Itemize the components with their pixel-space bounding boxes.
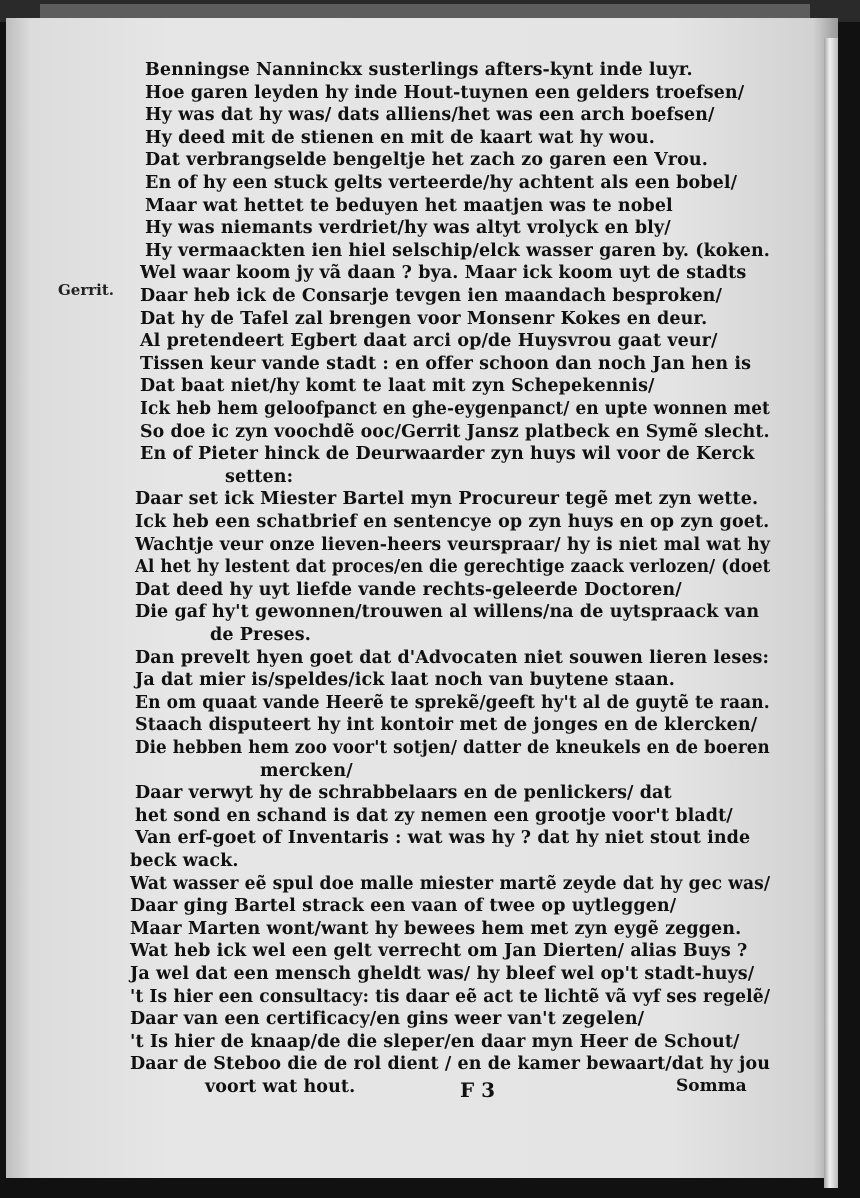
binding-tape — [40, 4, 810, 18]
text-line: Al het hy lestent dat proces/en die gerechtige zaack verlozen/ (doet — [135, 557, 771, 578]
text-line: So doe ic zyn voochdẽ ooc/Gerrit Jansz platbeck en Symẽ slecht. — [140, 421, 770, 442]
text-line: Ick heb hem geloofpanct en ghe-eygenpanct/ en upte wonnen met — [140, 399, 770, 419]
text-line: Ja wel dat een mensch gheldt was/ hy bleef wel op't stadt-huys/ — [130, 964, 755, 984]
text-line: Dat hy de Tafel zal brengen voor Monsenr Kokes en deur. — [140, 308, 708, 329]
text-line: de Preses. — [210, 625, 311, 645]
text-line: Maar wat hettet te beduyen het maatjen was te nobel — [145, 195, 673, 216]
text-line: En om quaat vande Heerẽ te sprekẽ/geeft hy't al de guytẽ te raan. — [135, 692, 770, 713]
text-line: 't Is hier de knaap/de die sleper/en daar myn Heer de Schout/ — [130, 1031, 740, 1052]
text-line: voort wat hout. — [205, 1077, 356, 1097]
text-block — [130, 60, 770, 1100]
text-line: Daar verwyt hy de schrabbelaars en de penlickers/ dat — [135, 783, 672, 804]
text-line: beck wack. — [130, 851, 239, 871]
text-line: En of Pieter hinck de Deurwaarder zyn huys wil voor de Kerck — [140, 444, 755, 465]
text-line: Hy was dat hy was/ dats alliens/het was een arch boefsen/ — [145, 105, 715, 126]
text-line: Hy vermaackten ien hiel selschip/elck wasser garen by. (koken. — [145, 240, 770, 261]
text-line: Hy deed mit de stienen en mit de kaart wat hy wou. — [145, 127, 655, 148]
text-line: Hy was niemants verdriet/hy was altyt vrolyck en bly/ — [145, 218, 671, 239]
text-line: Daar set ick Miester Bartel myn Procureur tegẽ met zyn wette. — [135, 489, 759, 510]
text-line: Wat heb ick wel een gelt verrecht om Jan Dierten/ alias Buys ? — [130, 941, 748, 962]
text-line: Wachtje veur onze lieven-heers veurspraar/ hy is niet mal wat hy — [135, 534, 771, 555]
text-line: 't Is hier een consultacy: tis daar eẽ act te lichtẽ vã vyf ses regelẽ/ — [130, 986, 771, 1007]
catchword: Somma — [676, 1076, 747, 1096]
text-line: Tissen keur vande stadt : en offer schoon dan noch Jan hen is — [140, 353, 752, 374]
text-line: En of hy een stuck gelts verteerde/hy achtent als een bobel/ — [145, 173, 738, 193]
page-edge — [824, 38, 838, 1188]
text-line: Staach disputeert hy int kontoir met de jonges en de klercken/ — [135, 715, 758, 736]
text-line: Hoe garen leyden hy inde Hout-tuynen een gelders troefsen/ — [145, 82, 745, 103]
signature-mark: F 3 — [460, 1078, 496, 1102]
text-line: Van erf-goet of Inventaris : wat was hy ? dat hy niet stout inde — [135, 828, 751, 849]
text-line: Die hebben hem zoo voor't sotjen/ datter de kneukels en de boeren — [135, 738, 770, 758]
text-line: Wat wasser eẽ spul doe malle miester martẽ zeyde dat hy gec was/ — [130, 873, 771, 894]
text-line: Dat deed hy uyt liefde vande rechts-geleerde Doctoren/ — [135, 579, 682, 600]
speaker-label: Gerrit. — [58, 281, 115, 299]
text-line: setten: — [225, 466, 294, 487]
text-line: Daar de Steboo die de rol dient / en de kamer bewaart/dat hy jou — [130, 1054, 770, 1075]
text-line: Benningse Nanninckx susterlings afters-kynt inde luyr. — [145, 60, 693, 80]
text-line: Dat baat niet/hy komt te laat mit zyn Schepekennis/ — [140, 376, 655, 397]
text-line: mercken/ — [260, 760, 353, 781]
text-line: Daar ging Bartel strack een vaan of twee op uytleggen/ — [130, 896, 677, 917]
text-line: Dat verbrangselde bengeltje het zach zo garen een Vrou. — [145, 150, 708, 171]
text-line: Al pretendeert Egbert daat arci op/de Huysvrou gaat veur/ — [140, 331, 718, 352]
text-line: Wel waar koom jy vã daan ? bya. Maar ick koom uyt de stadts — [140, 263, 747, 284]
text-line: Daar heb ick de Consarje tevgen ien maandach besproken/ — [140, 286, 722, 306]
text-line: Dan prevelt hyen goet dat d'Advocaten niet souwen lieren leses: — [135, 647, 770, 668]
text-line: het sond en schand is dat zy nemen een grootje voor't bladt/ — [135, 805, 733, 826]
text-line: Die gaf hy't gewonnen/trouwen al willens/na de uytspraack van — [135, 602, 760, 623]
text-line: Daar van een certificacy/en gins weer van't zegelen/ — [130, 1009, 645, 1030]
text-line: Ick heb een schatbrief en sentencye op zyn huys en op zyn goet. — [135, 512, 770, 532]
text-line: Ja dat mier is/speldes/ick laat noch van buytene staan. — [135, 670, 675, 691]
text-line: Maar Marten wont/want hy bewees hem met zyn eygẽ zeggen. — [130, 918, 742, 939]
